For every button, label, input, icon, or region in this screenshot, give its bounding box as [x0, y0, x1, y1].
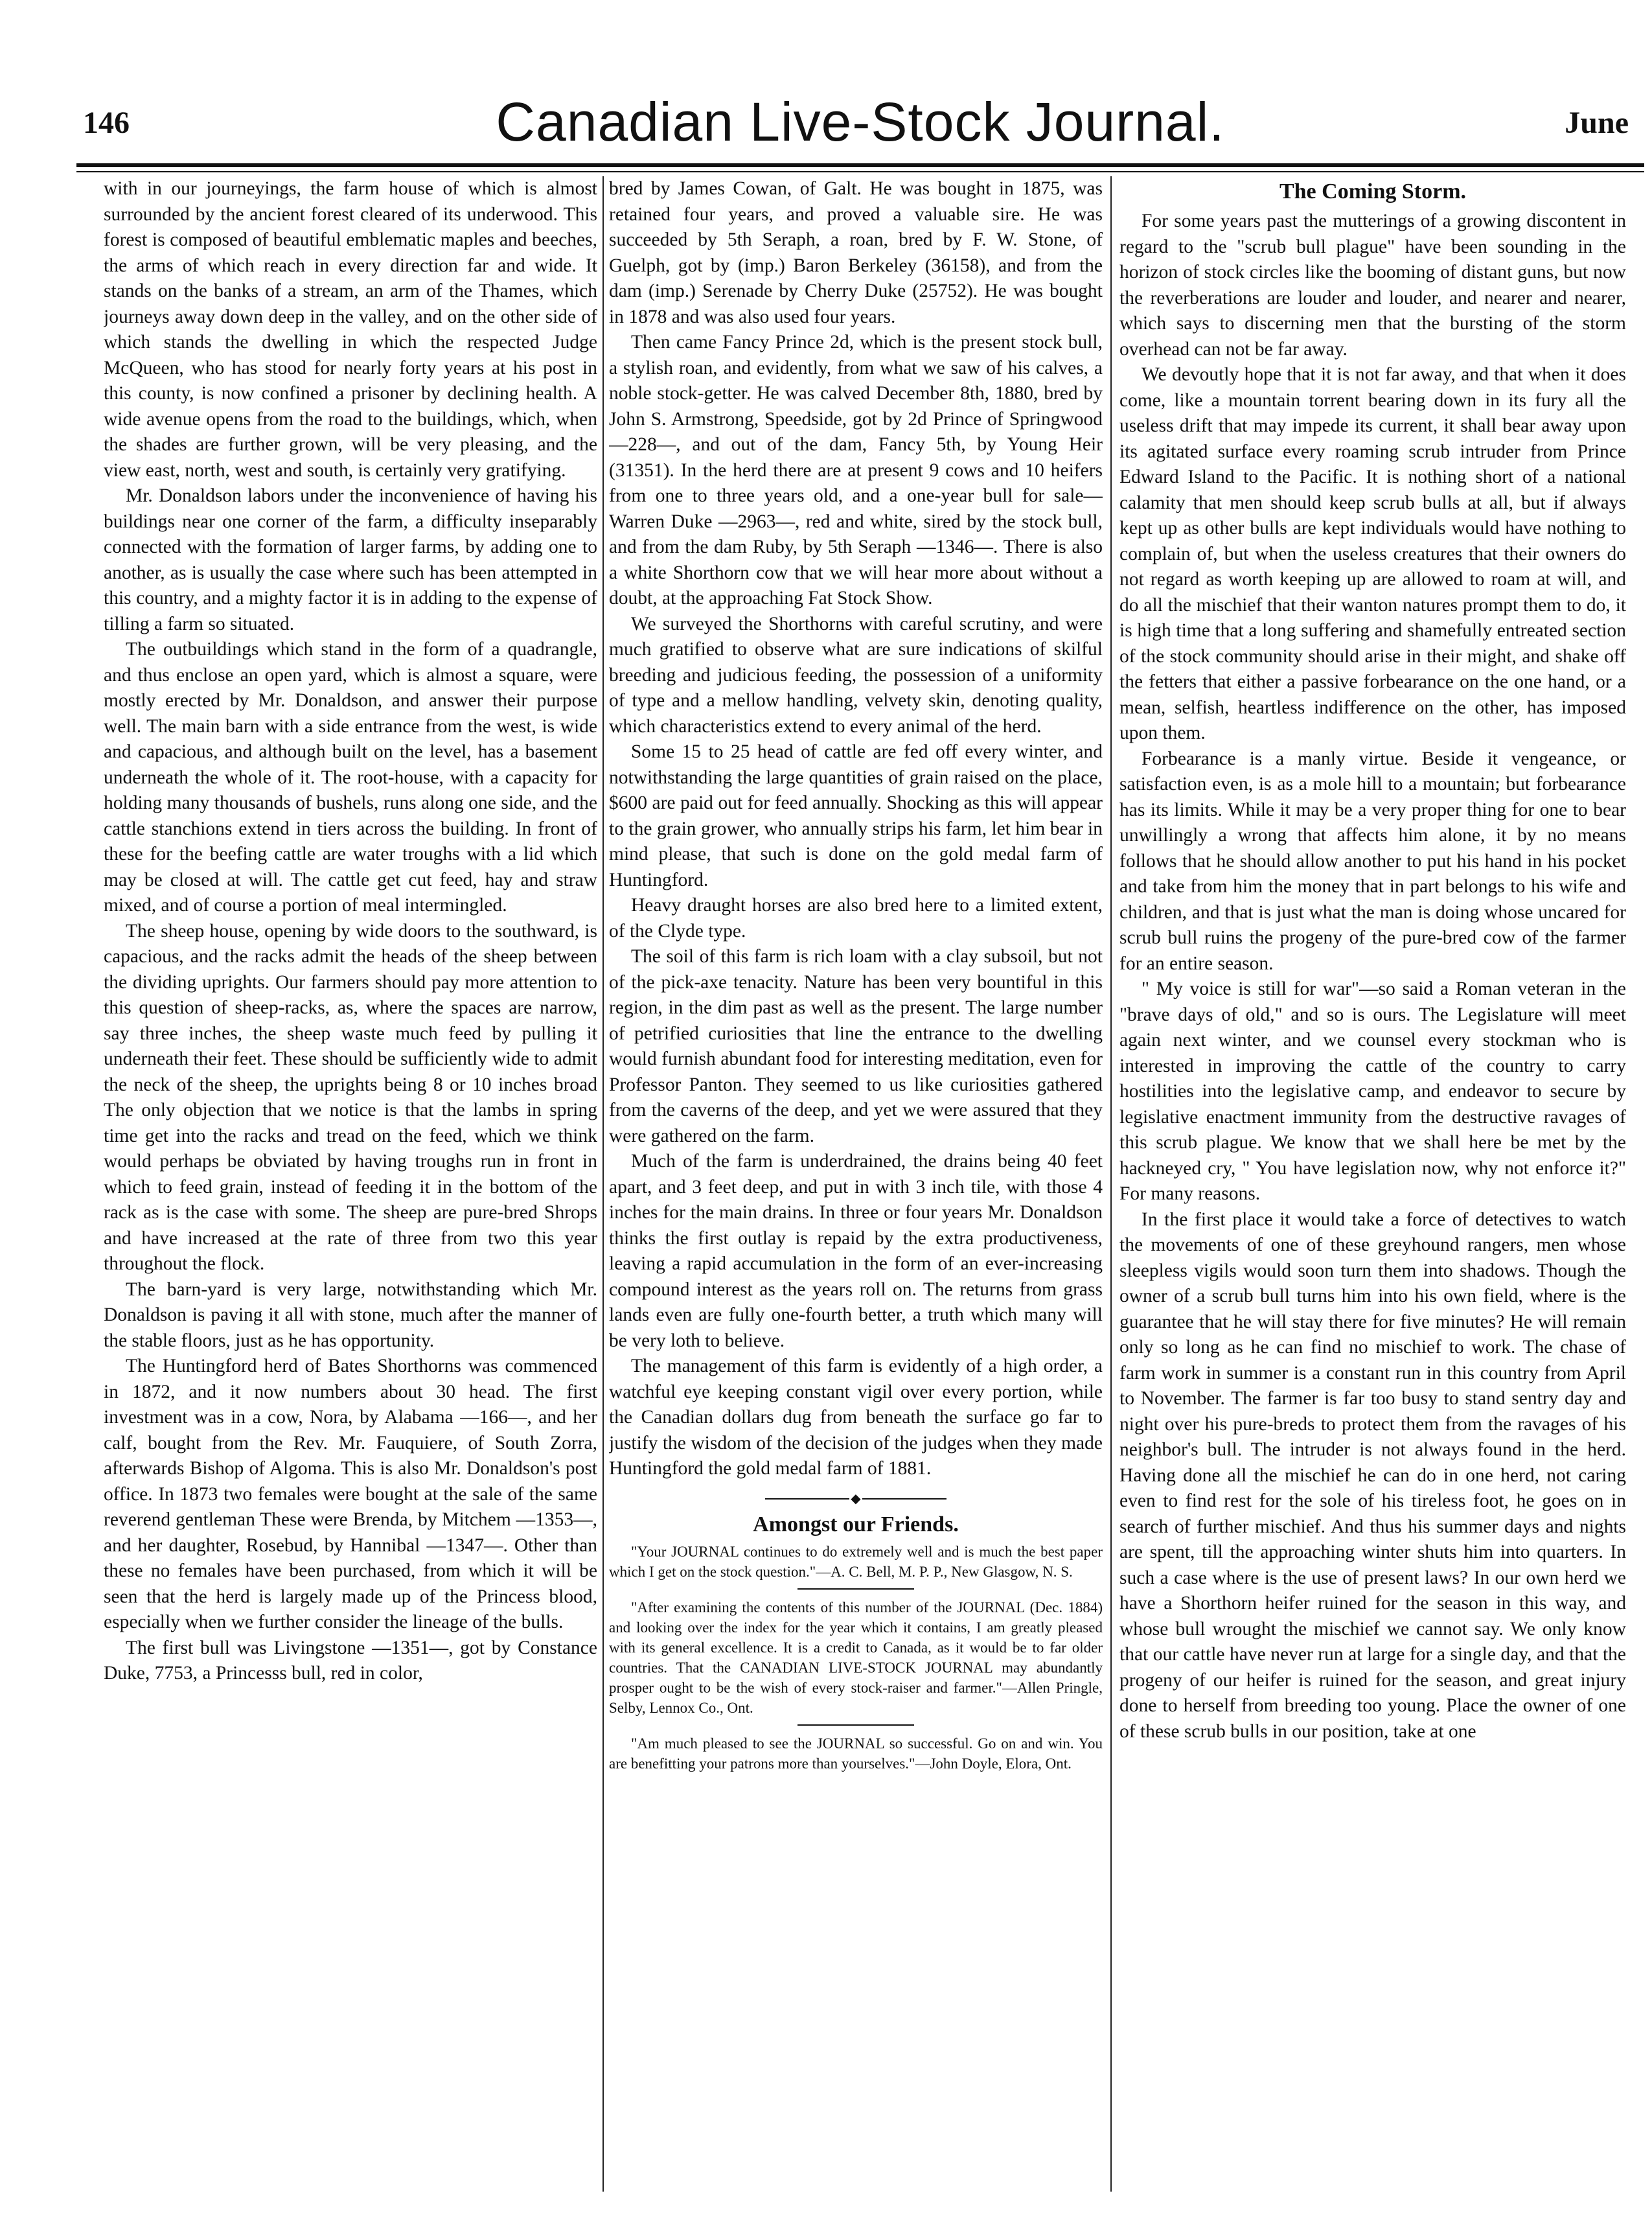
paragraph: Some 15 to 25 head of cattle are fed off every winter, and notwithstanding the large quantities of grain raised on the place, $600 are paid out for feed annually. Shocking as this will appear to the grain grower, who annually strips his farm, let him bear in mind please, that such is done on the gold medal farm of Huntingford. [609, 741, 1103, 890]
paragraph: Much of the farm is underdrained, the drains being 40 feet apart, and 3 feet deep, and put in with 3 inch tile, with those 4 inches for the main drains. In three or four years Mr. Donaldson thinks the first outlay is repaid by the extra productiveness, leaving a rapid accumulation in the form of an ever-increasing compound interest as the years roll on. The returns from grass lands even are fully one-fourth better, a truth which many will be very loth to believe. [609, 1151, 1103, 1351]
paragraph: Then came Fancy Prince 2d, which is the present stock bull, a stylish roan, and evidently, from what we saw of his calves, a noble stock-getter. He was calved December 8th, 1880, bred by John S. Armstrong, Speedside, got by 2d Prince of Springwood —228—, and out of the dam, Fancy 5th, by Young Heir (31351). In the herd there are at present 9 cows and 10 heifers from one to three years old, and a one-year bull for sale—Warren Duke —2963—, red and white, sired by the stock bull, and from the dam Ruby, by 5th Seraph —1346—. There is also a white Shorthorn cow that we will hear more about without a doubt, at the approaching Fat Stock Show. [609, 332, 1103, 608]
column-divider [602, 176, 604, 2192]
journal-title: Canadian Live-Stock Journal. [496, 91, 1225, 152]
paragraph: The first bull was Livingstone —1351—, got by Constance Duke, 7753, a Princesss bull, red in color, [104, 1637, 597, 1684]
quote-divider [797, 1724, 914, 1726]
reader-quote: "After examining the contents of this number of the JOURNAL (Dec. 1884) and looking over the index for the year which it contains, I am greatly pleased with its general excellence. It is a credit to Canada, as it would be to far older countries. That the CANADIAN LIVE-STOCK JOURNAL may abundantly prosper ought to be the wish of every stock-raiser and farmer."—Allen Pringle, Selby, Lennox Co., Ont. [609, 1599, 1103, 1716]
quote-divider [797, 1588, 914, 1590]
paragraph: " My voice is still for war"—so said a Roman veteran in the "brave days of old," and so is ours. The Legislature will meet again next winter, and we counsel every stockman who is interested in improving the cattle of the country to carry hostilities into the legislative camp, and endeavor to secure by legislative enactment immunity from the destructive ravages of this scrub plague. We know that we shall here be met by the hackneyed cry, " You have legislation now, why not enforce it?" For many reasons. [1119, 979, 1626, 1204]
header-rule-thin [76, 171, 1644, 172]
paragraph: with in our journeyings, the farm house of which is almost surrounded by the ancient forest cleared of its underwood. This forest is composed of beautiful emblematic maples and beeches, the arms of which reach in every direction far and wide. It stands on the banks of a stream, an arm of the Thames, which journeys away down deep in the valley, and on the other side of which stands the dwelling in which the respected Judge McQueen, who has stood for nearly forty years at his post in this county, is now confined a prisoner by declining health. A wide avenue opens from the road to the buildings, which, when the shades are further grown, will be very pleasing, and the view east, north, west and south, is certainly very gratifying. [104, 178, 597, 481]
reader-quote: "Am much pleased to see the JOURNAL so successful. Go on and win. You are benefitting your patrons more than yourselves."—John Doyle, Elora, Ont. [609, 1735, 1103, 1772]
paragraph: The sheep house, opening by wide doors to the southward, is capacious, and the racks admit the heads of the sheep between the dividing uprights. Our farmers should pay more attention to this question of sheep-racks, as, where the spaces are narrow, say three inches, the sheep waste much feed by pulling it underneath their feet. These should be sufficiently wide to admit the neck of the sheep, the uprights being 8 or 10 inches broad The only objection that we notice is that the lambs in spring time get into the racks and tread on the feed, which we think would perhaps be obviated by having troughs run in front in which to feed grain, instead of feeding it in the bottom of the rack as is the case with some. The sheep are pure-bred Shrops and have increased at the rate of three from two this year throughout the flock. [104, 920, 597, 1274]
paragraph: The outbuildings which stand in the form of a quadrangle, and thus enclose an open yard, which is almost a square, were mostly erected by Mr. Donaldson, and answer their purpose well. The main barn with a side entrance from the west, is wide and capacious, and although built on the level, has a basement underneath the whole of it. The root-house, with a capacity for holding many thousands of bushels, runs along one side, and the cattle stanchions extend in tiers across the building. In front of these for the beefing cattle are water troughs with a lid which may be closed at will. The cattle get cut feed, hay and straw mixed, and of course a portion of meal intermingled. [104, 639, 597, 916]
paragraph: The management of this farm is evidently of a high order, a watchful eye keeping constant vigil over every portion, while the Canadian dollars dug from beneath the surface go far to justify the wisdom of the decision of the judges when they made Huntingford the gold medal farm of 1881. [609, 1356, 1103, 1479]
issue-month: June [1565, 106, 1629, 140]
paragraph: bred by James Cowan, of Galt. He was bought in 1875, was retained four years, and proved a valuable sire. He was succeeded by 5th Seraph, a roan, bred by F. W. Stone, of Guelph, got by (imp.) Baron Berkeley (36158), and from the dam (imp.) Serenade by Cherry Duke (25752). He was bought in 1878 and was also used four years. [609, 178, 1103, 327]
paragraph: The soil of this farm is rich loam with a clay subsoil, but not of the pick-axe tenacity. Nature has been very bountiful in this region, in the dim past as well as the present. The large number of petrified curiosities that line the entrance to the dwelling would furnish abundant food for interesting meditation, even for Professor Panton. They seemed to us like curiosities gathered from the caverns of the deep, and yet we were assured that they were gathered on the farm. [609, 946, 1103, 1146]
column-middle [609, 176, 1103, 2192]
section-title-friends: Amongst our Friends. [753, 1512, 959, 1536]
paragraph: The barn-yard is very large, notwithstanding which Mr. Donaldson is paving it all with stone, much after the manner of the stable floors, just as he has opportunity. [104, 1279, 597, 1351]
paragraph: Forbearance is a manly virtue. Beside it vengeance, or satisfaction even, is as a mole hill to a mountain; but forbearance has its limits. While it may be a very proper thing for one to bear unwillingly a wrong that affects him alone, it by no means follows that he should allow another to put his hand in his pocket and take from him the money that in part belongs to his wife and children, and that is just what the man is doing whose uncared for scrub bull ruins the progeny of the pure-bred cow of the farmer for an entire season. [1119, 748, 1626, 974]
paragraph: Heavy draught horses are also bred here to a limited extent, of the Clyde type. [609, 895, 1103, 942]
divider-line [862, 1498, 946, 1500]
header-rule [76, 163, 1644, 167]
paragraph: For some years past the mutterings of a growing discontent in regard to the "scrub bull plague" have been sounding in the horizon of stock circles like the booming of distant guns, but now the reverberations are louder and louder, and nearer and nearer, which says to discerning men that the bursting of the storm overhead can not be far away. [1119, 211, 1626, 360]
divider-line [765, 1498, 849, 1500]
paragraph: In the first place it would take a force of detectives to watch the movements of one of these greyhound rangers, men whose sleepless vigils would soon turn them into shadows. Though the owner of a scrub bull turns him into his own field, where is the guarantee that he will stay there for five minutes? He will remain only so long as he can find no mischief to work. The chase of farm work in summer is a constant run in this country from April to November. The farmer is far too busy to stand sentry day and night over his pure-breds to protect them from the ravages of his neighbor's bull. The intruder is not always found in the herd. Having done all the mischief he can do in one herd, not caring even to find rest for the sole of his tireless foot, he goes on in search of further mischief. And thus his summer days and nights are spent, till the approaching winter shuts him into quarters. In such a case where is the use of present laws? In our own herd we have a Shorthorn heifer ruined for the season in this way, and whose bull wrought the mischief we cannot say. We only know that our cattle have never run at large for a single day, and that the progeny of our heifer is ruined for the season, and great injury done to herself from breeding too young. Place the owner of one of these scrub bulls in our position, take at one [1119, 1209, 1626, 1742]
paragraph: We surveyed the Shorthorns with careful scrutiny, and were much gratified to observe what are sure indications of skilful breeding and judicious feeding, the possession of a uniformity of type and a mellow handling, velvety skin, denoting quality, which characteristics extend to every animal of the herd. [609, 613, 1103, 737]
reader-quote: "Your JOURNAL continues to do extremely well and is much the best paper which I get on the stock question."—A. C. Bell, M. P. P., New Glasgow, N. S. [609, 1543, 1103, 1580]
diamond-ornament-icon: ◆ [851, 1491, 861, 1506]
paragraph: We devoutly hope that it is not far away, and that when it does come, like a mountain torrent bearing down in its fury all the useless drift that may impede its current, it shall bear away upon its agitated surface every roaming scrub intruder from Prince Edward Island to the Pacific. It is nothing short of a national calamity that men should keep scrub bulls at all, but if always kept up as other bulls are kept individuals would have nothing to complain of, but when the useless creatures that their owners do not regard as worth keeping up are allowed to roam at will, and do all the mischief that their wanton natures prompt them to do, it is high time that a long suffering and shamefully entreated section of the stock community should arise in their might, and shake off the fetters that either a passive forbearance on the one hand, or a mean, selfish, heartless indifference on the other, has imposed upon them. [1119, 364, 1626, 743]
paragraph: Mr. Donaldson labors under the inconvenience of having his buildings near one corner of the farm, a difficulty inseparably connected with the formation of larger farms, by adding one to another, as is usually the case where such has been attempted in this country, and a mighty factor it is in adding to the expense of tilling a farm so situated. [104, 485, 597, 634]
paragraph: The Huntingford herd of Bates Shorthorns was commenced in 1872, and it now numbers about 30 head. The first investment was in a cow, Nora, by Alabama —166—, and her calf, bought from the Rev. Mr. Fauquiere, of South Zorra, afterwards Bishop of Algoma. This is also Mr. Donaldson's post office. In 1873 two females were bought at the sale of the same reverend gentleman These were Brenda, by Mitchem —1353—, and her daughter, Rosebud, by Hannibal —1347—. Other than these no females have been purchased, from which it will be seen that the herd is largely made up of the Princess blood, especially when we further consider the lineage of the bulls. [104, 1356, 597, 1632]
column-divider [1110, 176, 1112, 2192]
article-title: The Coming Storm. [1279, 180, 1467, 203]
reader-quotes [609, 1542, 1103, 1774]
column-right [1119, 176, 1626, 2192]
page-header [76, 91, 1644, 156]
section-divider [609, 1492, 1103, 1505]
page-number: 146 [83, 106, 130, 140]
column-left [104, 176, 597, 2192]
